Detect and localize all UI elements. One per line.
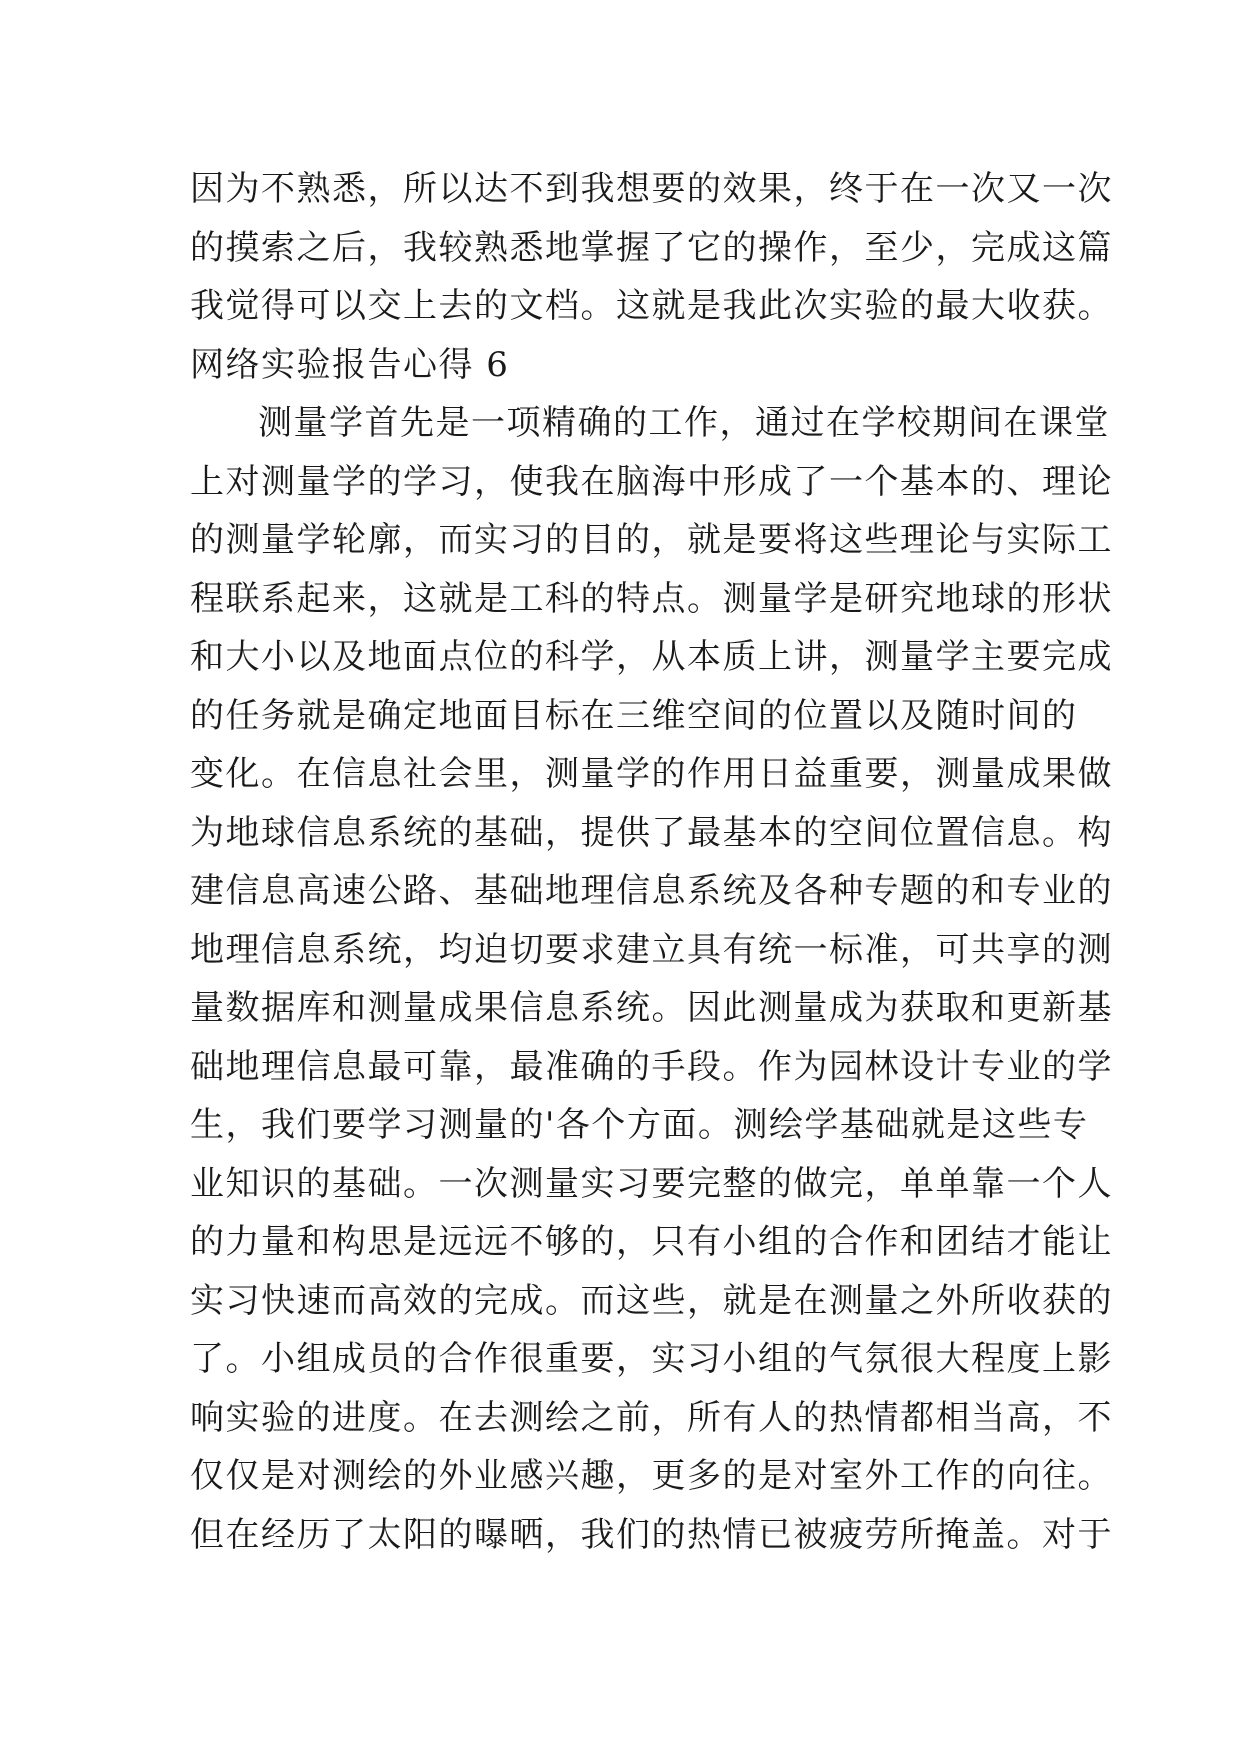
text-line: 地理信息系统，均迫切要求建立具有统一标准，可共享的测	[190, 929, 1113, 970]
text-line: 的力量和构思是远远不够的，只有小组的合作和团结才能让	[190, 1222, 1113, 1262]
text-line: 为地球信息系统的基础，提供了最基本的空间位置信息。构	[190, 812, 1113, 853]
text-line: 生，我们要学习测量的'各个方面。测绘学基础就是这些专	[190, 1105, 1089, 1145]
text-line: 但在经历了太阳的曝晒，我们的热情已被疲劳所掩盖。对于	[190, 1514, 1113, 1555]
text-line: 实习快速而高效的完成。而这些，就是在测量之外所收获的	[190, 1280, 1113, 1321]
text-line: 础地理信息最可靠，最准确的手段。作为园林设计专业的学	[190, 1046, 1113, 1087]
text-line: 响实验的进度。在去测绘之前，所有人的热情都相当高，不	[190, 1397, 1113, 1438]
text-line: 的任务就是确定地面目标在三维空间的位置以及随时间的	[190, 695, 1078, 736]
text-line: 上对测量学的学习，使我在脑海中形成了一个基本的、理论	[190, 461, 1113, 502]
text-line: 我觉得可以交上去的文档。这就是我此次实验的最大收获。	[190, 286, 1113, 326]
text-line: 仅仅是对测绘的外业感兴趣，更多的是对室外工作的向往。	[190, 1456, 1113, 1496]
text-line: 因为不熟悉，所以达不到我想要的效果，终于在一次又一次	[190, 169, 1113, 209]
text-line: 测量学首先是一项精确的工作，通过在学校期间在课堂	[258, 403, 1110, 443]
document-body	[190, 160, 1113, 1564]
text-line: 程联系起来，这就是工科的特点。测量学是研究地球的形状	[190, 578, 1113, 619]
section-heading: 网络实验报告心得 6	[190, 344, 510, 385]
text-line: 建信息高速公路、基础地理信息系统及各种专题的和专业的	[190, 871, 1113, 911]
text-line: 变化。在信息社会里，测量学的作用日益重要，测量成果做	[190, 754, 1113, 794]
text-line: 了。小组成员的合作很重要，实习小组的气氛很大程度上影	[190, 1339, 1113, 1379]
text-line: 的摸索之后，我较熟悉地掌握了它的操作，至少，完成这篇	[190, 227, 1113, 268]
text-line: 业知识的基础。一次测量实习要完整的做完，单单靠一个人	[190, 1163, 1113, 1204]
text-line: 的测量学轮廓，而实习的目的，就是要将这些理论与实际工	[190, 520, 1113, 560]
text-line: 量数据库和测量成果信息系统。因此测量成为获取和更新基	[190, 988, 1113, 1028]
text-line: 和大小以及地面点位的科学，从本质上讲，测量学主要完成	[190, 637, 1113, 677]
